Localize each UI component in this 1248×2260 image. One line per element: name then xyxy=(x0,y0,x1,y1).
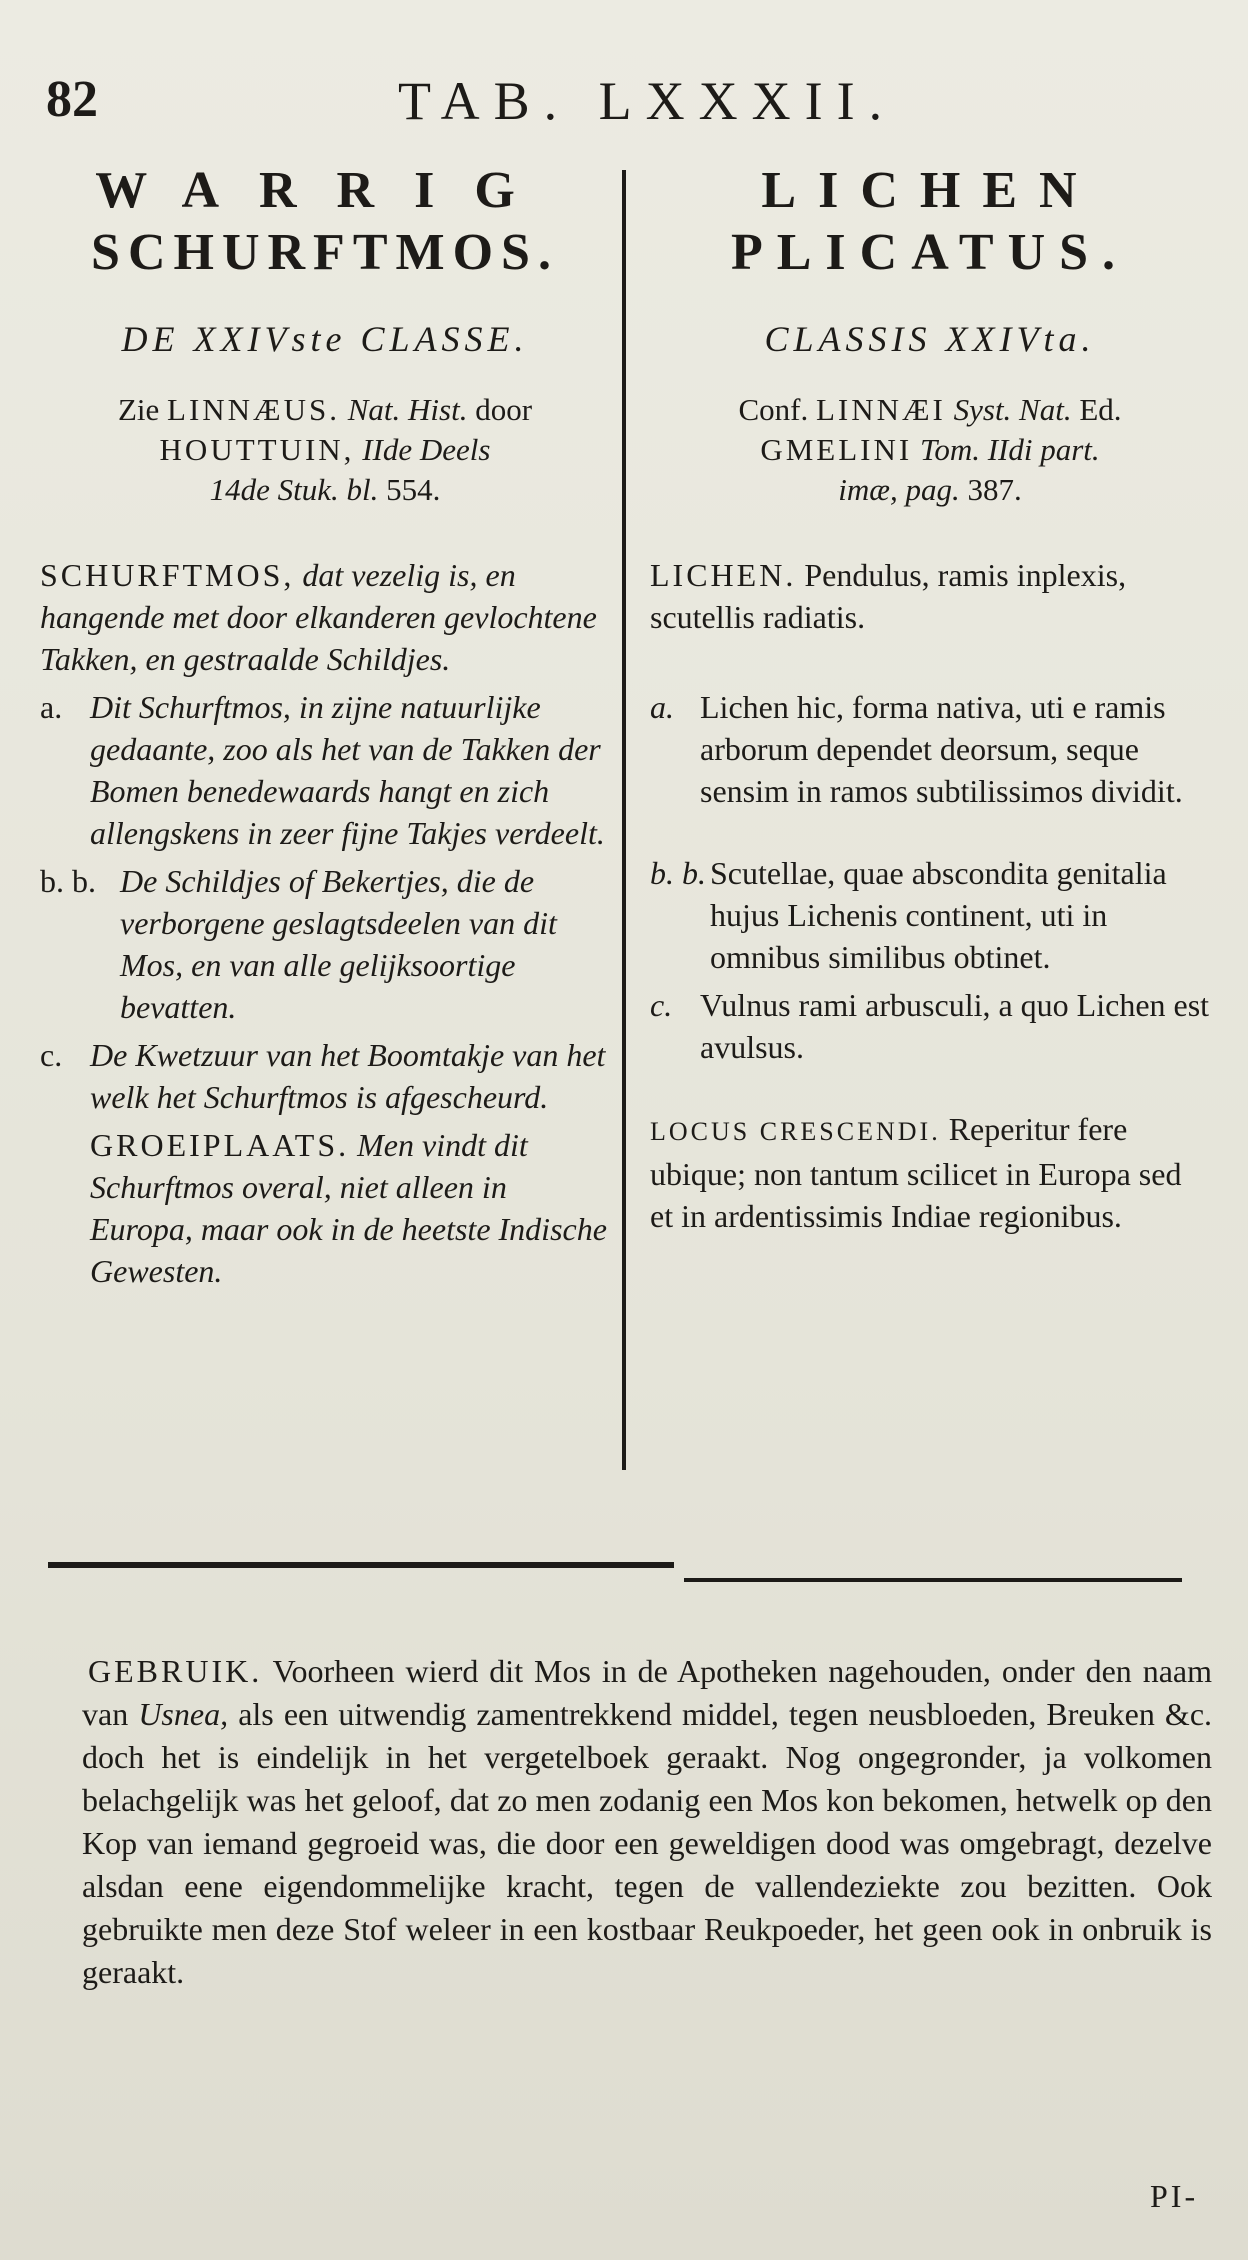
dutch-description xyxy=(40,554,610,680)
usage-usnea: Usnea, xyxy=(138,1696,229,1732)
usage-text-2: als een uitwendig zamentrekkend middel, tegen neusbloeden, Breuken &c. doch het is eindelijk in het vergetelboek geraakt. Nog ongegronder, ja volkomen belachgelijk was het geloof, dat zo men zodanig een Mos kon bekomen, hetwelk op den Kop van iemand gegroeid was, die door een geweldigen dood was omgebragt, dezelve alsdan eene eigendommelijke kracht, tegen de vallendeziekte zou bezitten. Ook gebruikte men deze Stof weleer in een kostbaar Reukpoeder, het geen ook in onbruik is geraakt. xyxy=(82,1696,1213,1990)
item-mark: c. xyxy=(40,1037,63,1073)
item-text: Dit Schurftmos, in zijne natuurlijke gedaante, zoo als het van de Takken der Bomen benedewaards hangt en zich allengskens in zeer fijne Takjes verdeelt. xyxy=(90,689,605,851)
ref-piece: imæ, pag. xyxy=(838,472,960,507)
item-text: De Schildjes of Bekertjes, die de verborgene geslagtsdeelen van dit Mos, en van alle gelijksoortige bevatten. xyxy=(120,863,557,1025)
ref-author: LINNÆUS. xyxy=(167,392,340,427)
item-mark: c. xyxy=(650,987,673,1023)
latin-reference xyxy=(650,390,1210,510)
locus-head: GROEIPLAATS. xyxy=(90,1127,350,1163)
latin-description xyxy=(650,554,1210,638)
ref-prefix: Zie xyxy=(117,392,160,427)
desc-text: Pendulus, ramis inplexis, scutellis radiatis. xyxy=(650,557,1127,635)
page-number: 82 xyxy=(46,71,98,128)
desc-head: SCHURFTMOS, xyxy=(40,557,295,593)
latin-item-a xyxy=(650,686,1210,812)
item-text: De Kwetzuur van het Boomtakje van het welk het Schurftmos is afgescheurd. xyxy=(90,1037,606,1115)
ref-page: 387. xyxy=(967,472,1022,507)
running-title: TAB. LXXXII. xyxy=(398,71,897,131)
item-mark: a. xyxy=(650,689,674,725)
dutch-title-line1: WARRIG xyxy=(95,162,555,219)
dutch-class: DE XXIVste CLASSE. xyxy=(121,319,529,359)
locus-text: Men vindt dit Schurftmos overal, niet alleen in Europa, maar ook in de heetste Indische Gewesten. xyxy=(90,1127,607,1289)
ref-part: IIde Deels xyxy=(362,432,491,467)
column-divider xyxy=(622,170,626,1470)
desc-head: LICHEN. xyxy=(650,557,797,593)
usage-head: GEBRUIK. xyxy=(88,1653,263,1689)
dutch-locus xyxy=(40,1124,610,1292)
item-mark: b. b. xyxy=(40,863,96,899)
usage-text-1: Voorheen wierd dit Mos in de Apotheken nagehouden, onder den naam van xyxy=(82,1653,1213,1732)
latin-item-b xyxy=(650,852,1210,978)
dutch-title xyxy=(40,160,610,284)
ref-work: Syst. Nat. xyxy=(953,392,1072,427)
latin-title-line1: LICHEN xyxy=(761,162,1099,219)
latin-column xyxy=(650,160,1210,1237)
locus-text: Reperitur fere ubique; non tantum scilicet in Europa sed et in ardentissimis Indiae regionibus. xyxy=(650,1111,1182,1234)
item-text: Scutellae, quae abscondita genitalia hujus Lichenis continent, uti in omnibus similibus obtinet. xyxy=(710,855,1167,975)
item-text: Lichen hic, forma nativa, uti e ramis arborum dependet deorsum, seque sensim in ramos subtilissimos dividit. xyxy=(700,689,1183,809)
latin-title-line2: PLICATUS. xyxy=(730,224,1130,281)
usage-paragraph xyxy=(82,1650,1212,1994)
dutch-item-b xyxy=(40,860,610,1028)
ref-piece: 14de Stuk. bl. xyxy=(209,472,379,507)
ref-editor: GMELINI xyxy=(760,432,913,467)
ref-part: Tom. IIdi part. xyxy=(919,432,1100,467)
item-mark: b. b. xyxy=(650,855,706,891)
catchword: PI- xyxy=(1150,2178,1199,2214)
section-rule-left xyxy=(48,1562,674,1568)
latin-item-c xyxy=(650,984,1210,1068)
ref-work: Nat. Hist. xyxy=(347,392,468,427)
ref-prefix: Conf. xyxy=(738,392,809,427)
ref-author: LINNÆI xyxy=(815,392,946,427)
ref-edition: Ed. xyxy=(1079,392,1122,427)
desc-text: dat vezelig is, en hangende met door elkanderen gevlochtene Takken, en gestraalde Schildjes. xyxy=(40,557,597,677)
ref-editor: HOUTTUIN, xyxy=(159,432,355,467)
latin-title xyxy=(650,160,1210,284)
section-rule-right xyxy=(684,1578,1182,1582)
latin-class: CLASSIS XXIVta. xyxy=(764,319,1096,359)
latin-locus xyxy=(650,1108,1210,1237)
dutch-title-line2: SCHURFTMOS. xyxy=(91,224,559,281)
page-header xyxy=(38,70,1218,140)
dutch-item-a xyxy=(40,686,610,854)
dutch-reference xyxy=(40,390,610,510)
locus-head: LOCUS CRESCENDI. xyxy=(650,1117,941,1146)
ref-page: 554. xyxy=(386,472,441,507)
item-text: Vulnus rami arbusculi, a quo Lichen est avulsus. xyxy=(700,987,1210,1065)
ref-by: door xyxy=(475,392,533,427)
dutch-item-c xyxy=(40,1034,610,1118)
dutch-column xyxy=(40,160,610,1292)
item-mark: a. xyxy=(40,689,63,725)
